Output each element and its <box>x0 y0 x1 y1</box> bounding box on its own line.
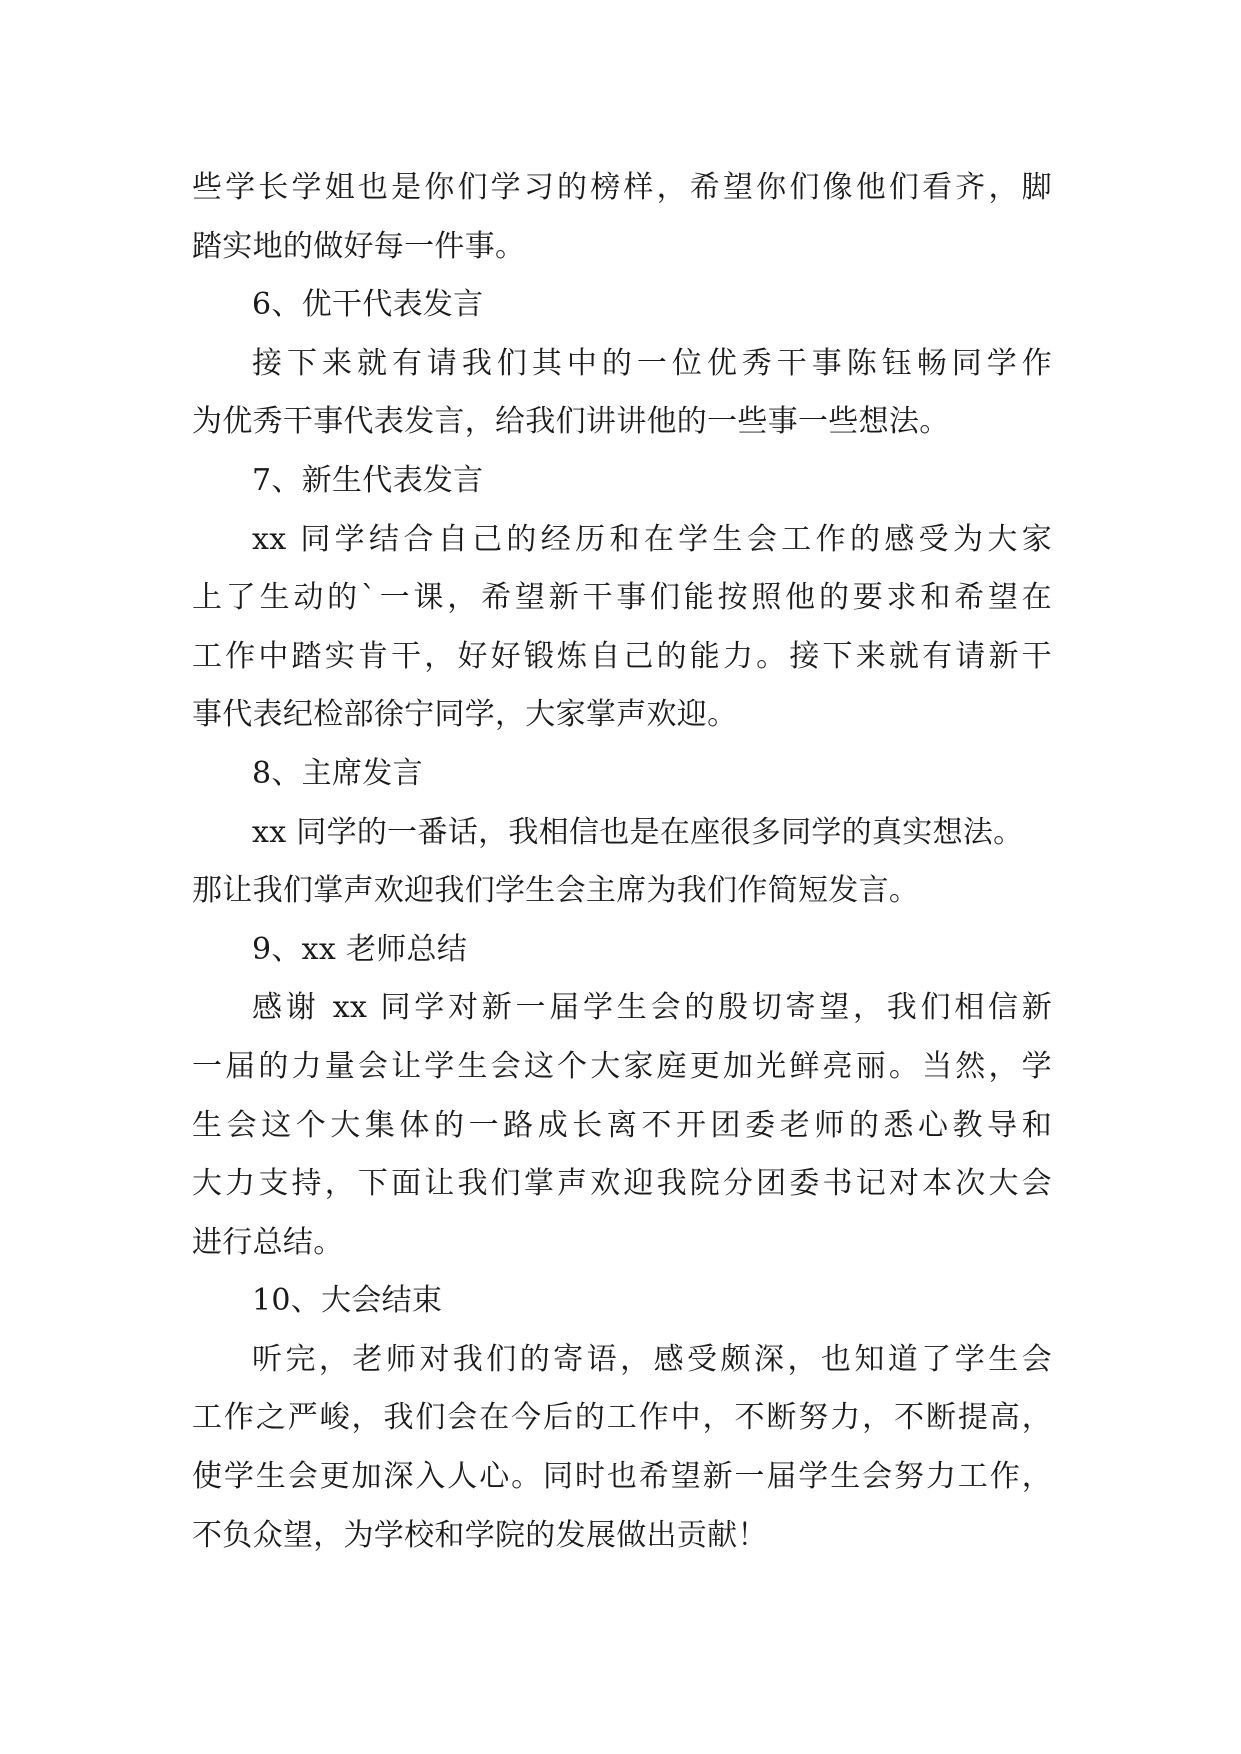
paragraph-line: 感谢 xx 同学对新一届学生会的殷切寄望，我们相信新 <box>252 990 1052 1026</box>
paragraph-line: 接下来就有请我们其中的一位优秀干事陈钰畅同学作 <box>252 345 1052 381</box>
paragraph-line: xx 同学的一番话，我相信也是在座很多同学的真实想法。 <box>252 814 1024 850</box>
paragraph-line: 大力支持，下面让我们掌声欢迎我院分团委书记对本次大会 <box>192 1166 1052 1202</box>
section-heading: 10、大会结束 <box>252 1283 443 1319</box>
paragraph-line: 生会这个大集体的一路成长离不开团委老师的悉心教导和 <box>192 1107 1052 1143</box>
paragraph-line: 一届的力量会让学生会这个大家庭更加光鲜亮丽。当然，学 <box>192 1048 1052 1084</box>
paragraph-line: 些学长学姐也是你们学习的榜样，希望你们像他们看齐，脚 <box>192 170 1052 205</box>
section-heading: 6、优干代表发言 <box>252 287 484 323</box>
paragraph-line: 工作之严峻，我们会在今后的工作中，不断努力，不断提高， <box>192 1400 1052 1436</box>
section-heading: 7、新生代表发言 <box>252 462 484 498</box>
paragraph-line: 使学生会更加深入人心。同时也希望新一届学生会努力工作， <box>192 1459 1052 1495</box>
paragraph-line: 为优秀干事代表发言，给我们讲讲他的一些事一些想法。 <box>192 404 950 440</box>
paragraph-line: 上了生动的`一课，希望新干事们能按照他的要求和希望在 <box>192 580 1052 616</box>
section-heading: 8、主席发言 <box>252 755 423 791</box>
paragraph-line: 不负众望，为学校和学院的发展做出贡献！ <box>192 1517 768 1553</box>
section-heading: 9、xx 老师总结 <box>252 931 468 967</box>
paragraph-line: 事代表纪检部徐宁同学，大家掌声欢迎。 <box>192 697 738 733</box>
document-body <box>192 159 1052 1565</box>
paragraph-line: 听完，老师对我们的寄语，感受颇深，也知道了学生会 <box>252 1341 1052 1377</box>
paragraph-line: 那让我们掌声欢迎我们学生会主席为我们作简短发言。 <box>192 873 920 909</box>
paragraph-line: 踏实地的做好每一件事。 <box>192 228 526 264</box>
paragraph-line: xx 同学结合自己的经历和在学生会工作的感受为大家 <box>252 521 1052 557</box>
paragraph-line: 进行总结。 <box>192 1224 344 1260</box>
paragraph-line: 工作中踏实肯干，好好锻炼自己的能力。接下来就有请新干 <box>192 638 1052 674</box>
